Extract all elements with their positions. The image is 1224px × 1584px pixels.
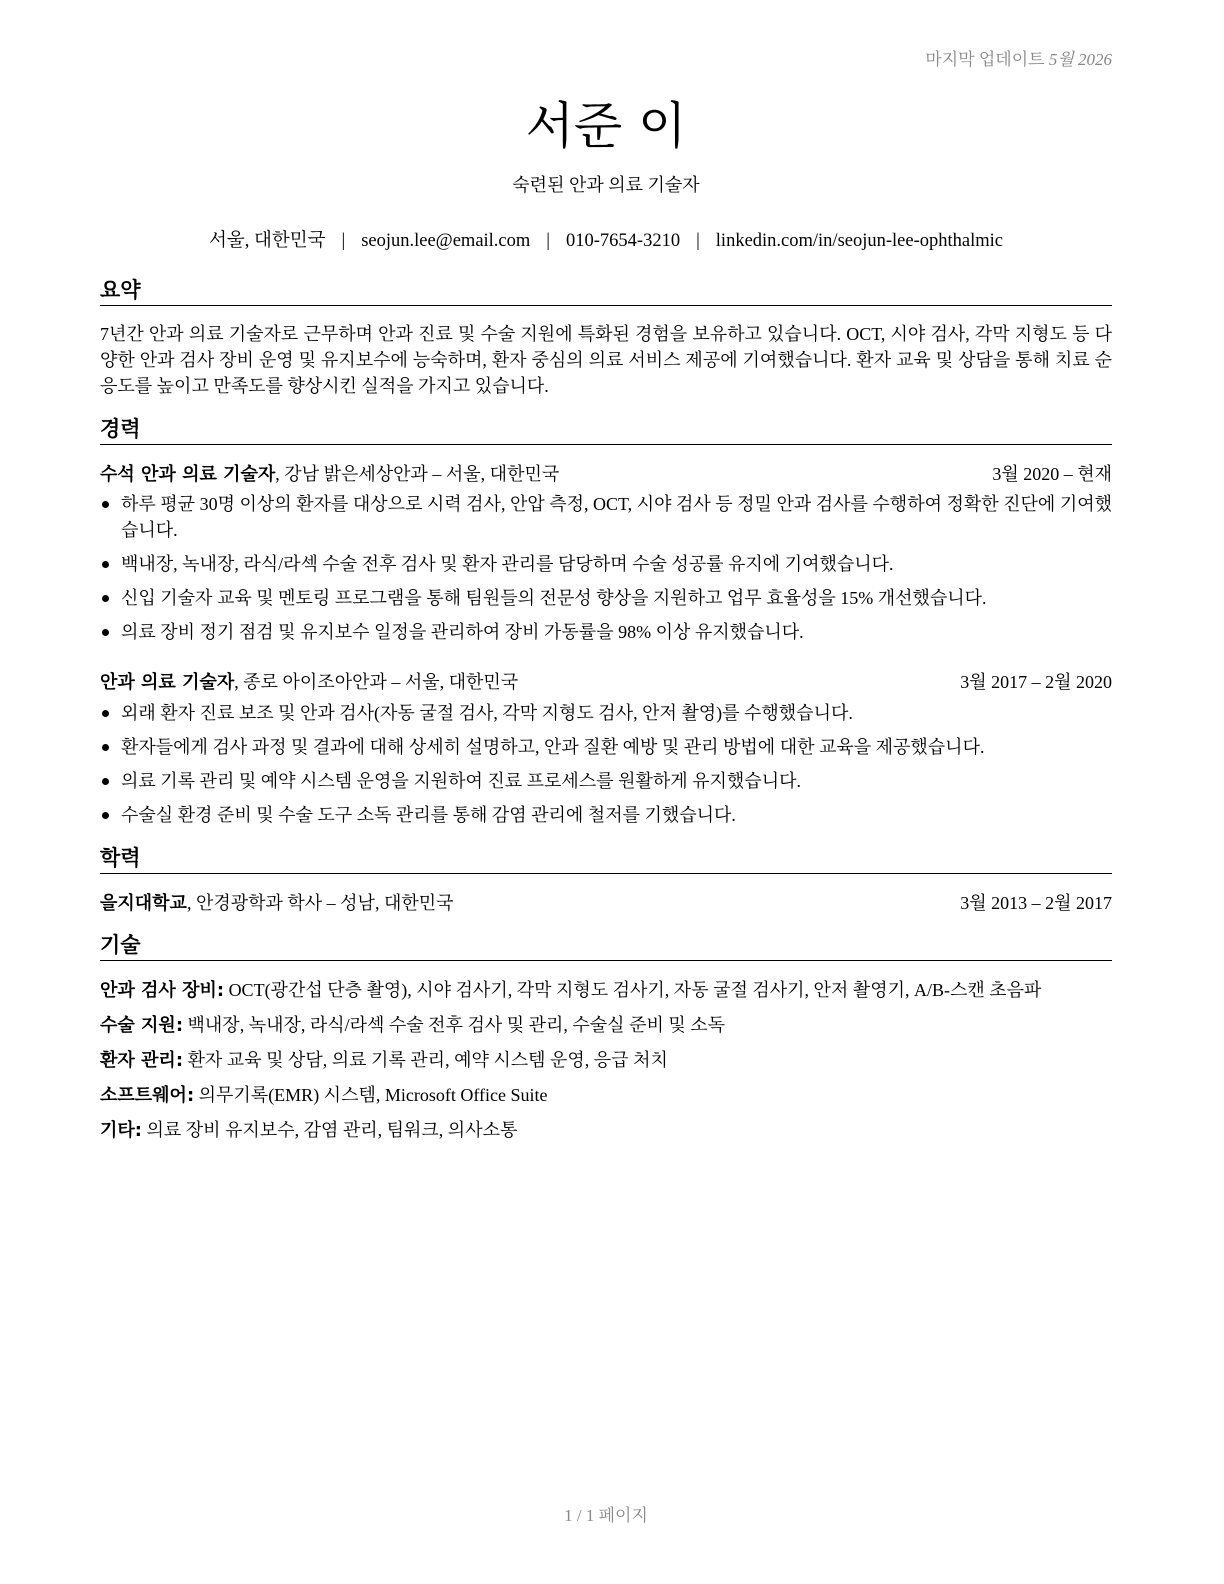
job-role: 수석 안과 의료 기술자 bbox=[100, 464, 276, 485]
contact-separator: | bbox=[696, 231, 700, 251]
skill-label: 수술 지원: bbox=[100, 1015, 184, 1036]
job-bullet: 의료 기록 관리 및 예약 시스템 운영을 지원하여 진료 프로세스를 원활하게 유지했습니다. bbox=[100, 768, 1112, 794]
skill-value: 의료 장비 유지보수, 감염 관리, 팀워크, 의사소통 bbox=[141, 1120, 518, 1140]
education-detail: , 안경광학과 학사 – 성남, 대한민국 bbox=[186, 893, 454, 913]
contact-separator: | bbox=[546, 231, 550, 251]
skill-line bbox=[100, 977, 1112, 1004]
education-dates: 3월 2013 – 2월 2017 bbox=[960, 893, 1112, 913]
skill-label: 안과 검사 장비: bbox=[100, 980, 225, 1001]
job-dates: 3월 2020 – 현재 bbox=[992, 464, 1112, 484]
contact-linkedin[interactable]: linkedin.com/in/seojun-lee-ophthalmic bbox=[715, 231, 1003, 251]
skill-value: 의무기록(EMR) 시스템, Microsoft Office Suite bbox=[194, 1085, 548, 1105]
last-updated-date: 5월 2026 bbox=[1048, 50, 1112, 69]
skill-line bbox=[100, 1117, 1112, 1144]
job-org: , 강남 밝은세상안과 – 서울, 대한민국 bbox=[275, 464, 560, 484]
job-role: 안과 의료 기술자 bbox=[100, 672, 235, 693]
job-dates: 3월 2017 – 2월 2020 bbox=[960, 672, 1112, 692]
skill-value: 환자 교육 및 상담, 의료 기록 관리, 예약 시스템 운영, 응급 처치 bbox=[183, 1050, 668, 1070]
section-title-education: 학력 bbox=[100, 845, 1112, 874]
contact-location: 서울, 대한민국 bbox=[208, 231, 326, 251]
job-bullet: 의료 장비 정기 점검 및 유지보수 일정을 관리하여 장비 가동률을 98% 이상 유지했습니다. bbox=[100, 619, 1112, 645]
education-entry bbox=[100, 890, 1112, 917]
skill-line bbox=[100, 1012, 1112, 1039]
skill-label: 환자 관리: bbox=[100, 1050, 184, 1071]
job-bullet: 외래 환자 진료 보조 및 안과 검사(자동 굴절 검사, 각막 지형도 검사, 안저 촬영)를 수행했습니다. bbox=[100, 700, 1112, 726]
skill-value: OCT(광간섭 단층 촬영), 시야 검사기, 각막 지형도 검사기, 자동 굴절 검사기, 안저 촬영기, A/B-스캔 초음파 bbox=[224, 980, 1042, 1000]
job-org: , 종로 아이조아안과 – 서울, 대한민국 bbox=[234, 672, 519, 692]
skill-value: 백내장, 녹내장, 라식/라섹 수술 전후 검사 및 관리, 수술실 준비 및 소독 bbox=[183, 1015, 726, 1035]
resume-page bbox=[100, 0, 1112, 1584]
job-bullet: 수술실 환경 준비 및 수술 도구 소독 관리를 통해 감염 관리에 철저를 기했습니다. bbox=[100, 802, 1112, 828]
job-bullets bbox=[100, 700, 1112, 836]
last-updated-label: 마지막 업데이트 bbox=[925, 50, 1045, 69]
skill-line bbox=[100, 1047, 1112, 1074]
section-title-skills: 기술 bbox=[100, 932, 1112, 961]
job-bullet: 신입 기술자 교육 및 멘토링 프로그램을 통해 팀원들의 전문성 향상을 지원하고 업무 효율성을 15% 개선했습니다. bbox=[100, 585, 1112, 611]
section-title-experience: 경력 bbox=[100, 416, 1112, 445]
job-bullet: 하루 평균 30명 이상의 환자를 대상으로 시력 검사, 안압 측정, OCT, 시야 검사 등 정밀 안과 검사를 수행하여 정확한 진단에 기여했습니다. bbox=[100, 491, 1112, 543]
candidate-tagline: 숙련된 안과 의료 기술자 bbox=[512, 175, 700, 195]
last-updated bbox=[925, 45, 1112, 70]
summary-text: 7년간 안과 의료 기술자로 근무하며 안과 진료 및 수술 지원에 특화된 경험을 보유하고 있습니다. OCT, 시야 검사, 각막 지형도 등 다양한 안과 검사 장비 운영 및 유지보수에 능숙하며, 환자 중심의 의료 서비스 제공에 기여했습니다. 환자 교육 및 상담을 통해 치료 순응도를 높이고 만족도를 향상시킨 실적을 가지고 있습니다. bbox=[100, 324, 1112, 396]
contact-phone: 010-7654-3210 bbox=[566, 231, 681, 251]
page-number: 1 / 1 페이지 bbox=[564, 1506, 648, 1525]
job-bullet: 백내장, 녹내장, 라식/라섹 수술 전후 검사 및 환자 관리를 담당하며 수술 성공률 유지에 기여했습니다. bbox=[100, 551, 1112, 577]
education-school: 을지대학교 bbox=[100, 893, 187, 914]
contact-email[interactable]: seojun.lee@email.com bbox=[361, 231, 531, 251]
contact-separator: | bbox=[341, 231, 346, 251]
candidate-name: 서준 이 bbox=[525, 97, 687, 155]
skill-label: 기타: bbox=[100, 1120, 142, 1141]
job-header bbox=[100, 669, 1112, 696]
job-bullets bbox=[100, 491, 1112, 653]
skill-label: 소프트웨어: bbox=[100, 1085, 195, 1106]
job-bullet: 환자들에게 검사 과정 및 결과에 대해 상세히 설명하고, 안과 질환 예방 및 관리 방법에 대한 교육을 제공했습니다. bbox=[100, 734, 1112, 760]
section-title-summary: 요약 bbox=[100, 277, 1112, 306]
job-header bbox=[100, 461, 1112, 488]
contact-line bbox=[100, 226, 1112, 252]
skill-line bbox=[100, 1082, 1112, 1109]
